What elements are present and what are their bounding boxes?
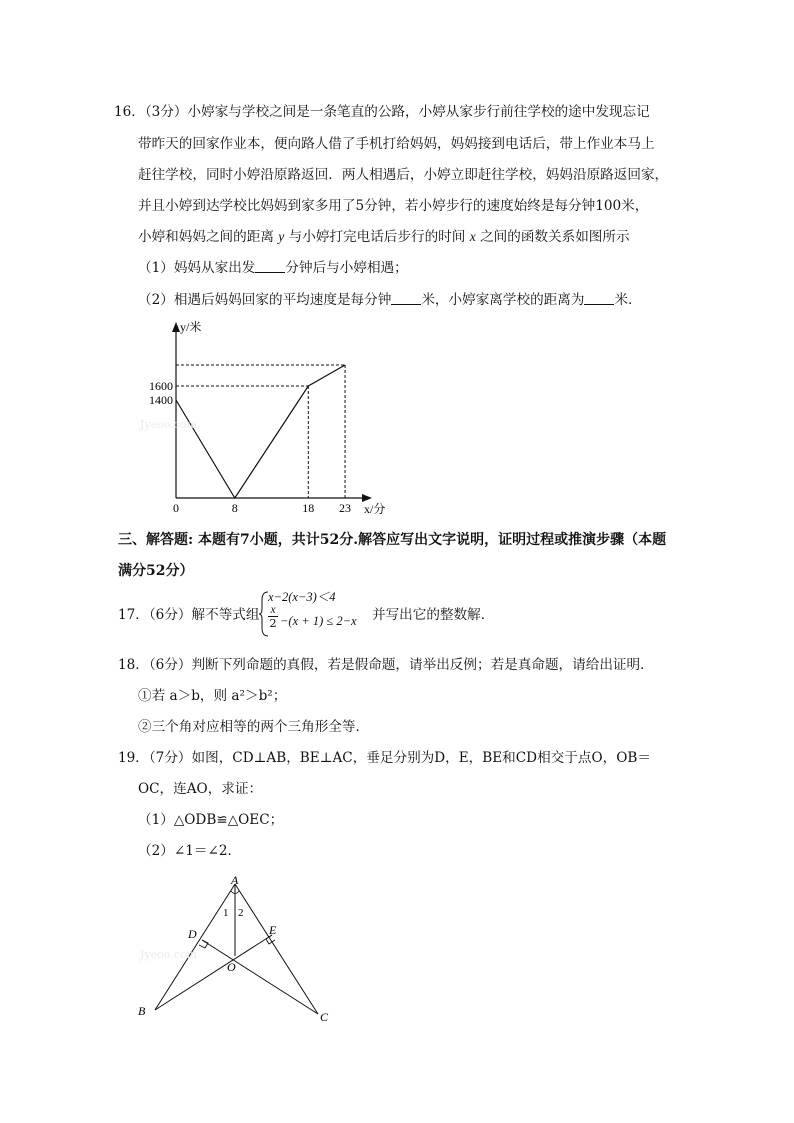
segment-CD [202,940,318,1014]
q16-line-5-part-c: 之间的函数关系如图所示 [480,229,630,245]
q19-sub-2: （2）∠1＝∠2． [138,843,242,859]
q16-function-chart [120,308,420,518]
q16-line-5-part-a: 小婷和妈妈之间的距离 [138,229,274,245]
q16-answer-blank-2[interactable] [391,290,421,305]
q17-inequality-1: x−2(x−3)＜4 [268,590,336,604]
chart-axes [172,322,372,502]
q16-sub-1-text-a: （1）妈妈从家出发 [138,260,256,276]
label-E: E [269,923,277,937]
q16-line-1: 16．（3分）小婷家与学校之间是一条笔直的公路，小婷从家步行前往学校的途中发现忘记 [114,104,650,120]
segment-AB [155,884,235,1010]
q16-sub-1 [138,258,408,278]
q16-sub-2-text-b: 米，小婷家离学校的距离为 [421,292,585,308]
q17-suffix: 并写出它的整数解． [372,607,495,623]
label-angle-2: 2 [238,907,244,919]
watermark-2: Jyeoo.com [140,948,197,961]
q17-inequality-2: −(x + 1) ≤ 2−x [280,614,357,628]
x-axis-arrow [362,494,372,502]
q17-fraction [268,604,278,629]
q16-line-3: 赶往学校，同时小婷沿原路返回．两人相遇后，小婷立即赶往学校，妈妈沿原路返回家， [138,167,669,183]
label-D: D [188,927,197,941]
y-axis-label: y/米 [180,320,202,334]
q17-fraction-denominator: 2 [269,616,277,630]
section-3-heading-line-2: 满分52分） [118,563,194,579]
q16-answer-blank-1[interactable] [255,258,285,273]
q16-sub-2-text-c: 米． [614,292,642,308]
label-angle-1: 1 [223,907,229,919]
q17-prefix: 17．（6分）解不等式组 [118,607,260,623]
q16-var-x: x [469,229,476,244]
segment-AC [235,884,318,1014]
x-tick-label-23: 23 [339,501,352,515]
q19-sub-1: （1）△ODB≌△OEC； [138,812,284,828]
chart-series-line [176,365,345,498]
label-A: A [231,873,239,887]
q18-item-2: ②三个角对应相等的两个三角形全等． [138,719,370,735]
q16-sub-1-text-b: 分钟后与小婷相遇； [285,260,408,276]
x-axis-label: x/分 [364,502,386,516]
right-angle-mark-D [199,940,208,948]
q19-line-2: OC，连AO，求证： [138,781,263,797]
label-C: C [320,1010,329,1024]
x-tick-label-0: 0 [173,501,179,515]
q16-line-2: 带昨天的回家作业本，便向路人借了手机打给妈妈，妈妈接到电话后，带上作业本马上 [138,136,655,152]
label-O: O [227,960,236,974]
y-axis-arrow [172,322,180,332]
chart-guides [176,365,345,498]
q18-line-1: 18．（6分）判断下列命题的真假，若是假命题，请举出反例；若是真命题，请给出证明． [118,657,654,673]
label-B: B [138,1004,146,1018]
q16-answer-blank-3[interactable] [584,290,614,305]
q16-sub-2-text-a: （2）相遇后妈妈回家的平均速度是每分钟 [138,292,392,308]
x-tick-label-8: 8 [231,501,238,515]
y-tick-label-1400: 1400 [149,393,173,407]
x-tick-label-18: 18 [302,501,315,515]
q16-line-5-part-b: 与小婷打完电话后步行的时间 [288,229,466,245]
section-3-heading-line-1: 三、解答题: 本题有7小题，共计52分.解答应写出文字说明，证明过程或推演步骤（本题 [118,532,667,548]
q19-line-1: 19．（7分）如图，CD⊥AB，BE⊥AC，垂足分别为D，E，BE和CD相交于点O，OB＝ [118,750,651,766]
q16-var-y: y [278,229,285,244]
q18-item-1: ①若 a＞b，则 a²＞b²； [138,688,287,704]
q16-line-4: 并且小婷到达学校比妈妈到家多用了5分钟，若小婷步行的速度始终是每分钟100米， [138,198,649,214]
q17-fraction-numerator: x [268,604,278,617]
watermark-1: Jyeoo.com [140,418,197,431]
y-tick-label-1600: 1600 [149,379,173,393]
q16-sub-2 [138,290,642,310]
q16-line-5 [138,227,630,247]
segment-BE [155,935,272,1010]
